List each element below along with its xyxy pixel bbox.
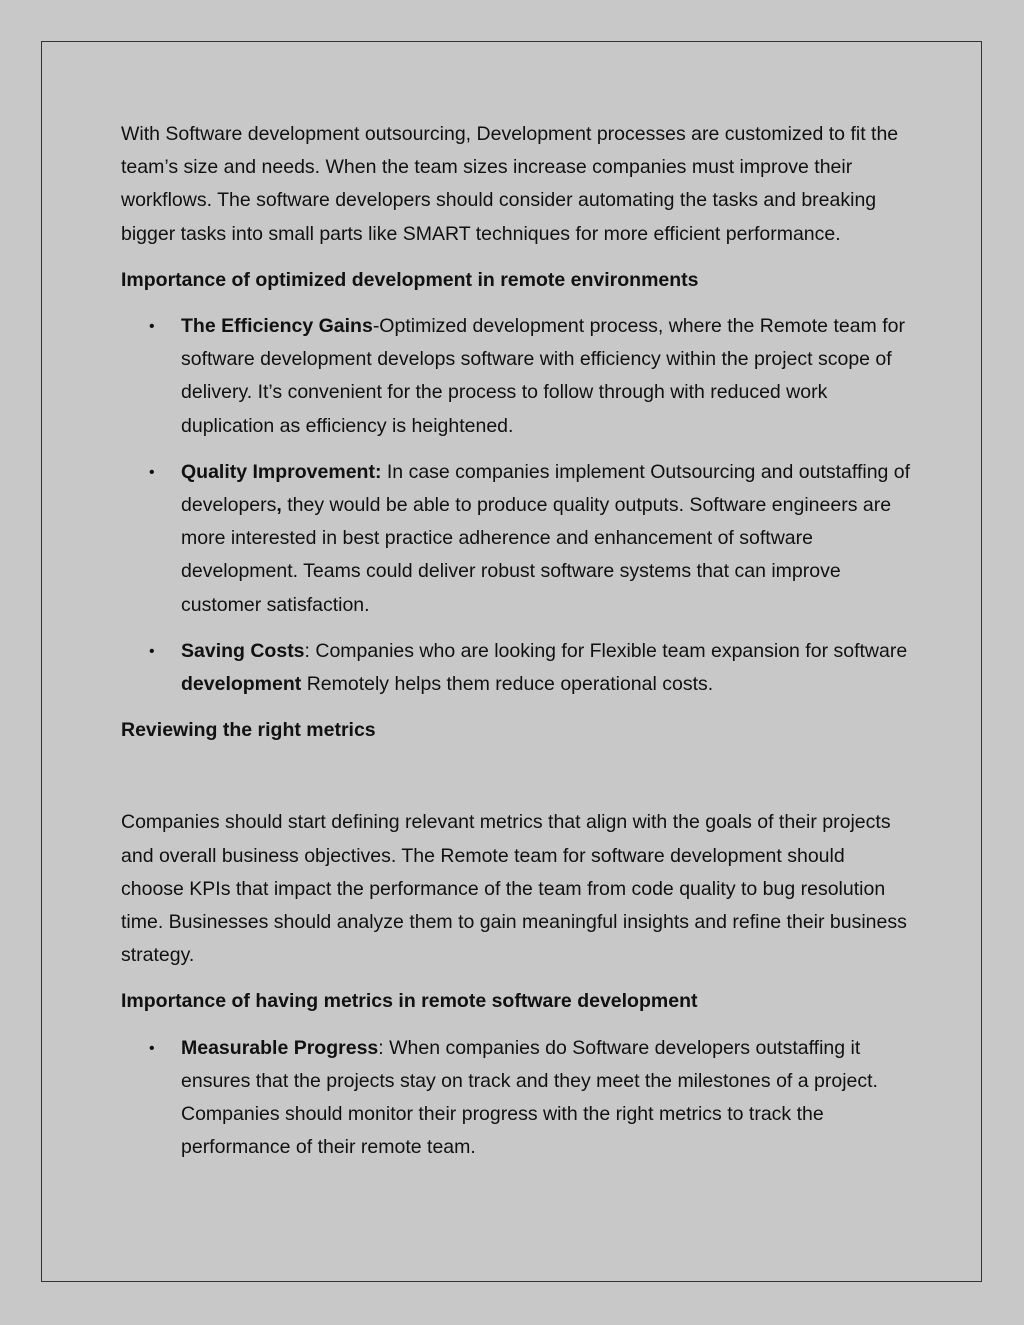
section-heading-metrics-importance: Importance of having metrics in remote software development	[121, 990, 698, 1013]
list-item-term: The Efficiency Gains	[181, 315, 373, 338]
list-item-term: Quality Improvement:	[181, 460, 382, 483]
list-item-text: : Companies who are looking for Flexible team expansion for software	[304, 639, 908, 662]
bullet-icon: •	[149, 318, 155, 336]
list-item-text: -Optimized development process, where the Remote team for software development develops software with efficiency within the project scope of delivery. It’s convenient for the process to follow through with reduced work duplication as efficiency is heightened.	[181, 315, 905, 437]
section-heading-optimized-development: Importance of optimized development in remote environments	[121, 268, 699, 291]
bullet-icon: •	[149, 1039, 155, 1057]
intro-paragraph: With Software development outsourcing, Development processes are customized to fit the team’s size and needs. When the team sizes increase companies must improve their workflows. The software developers should consider automating the tasks and breaking bigger tasks into small parts like SMART techniques for more efficient performance.	[121, 123, 899, 245]
metrics-paragraph: Companies should start defining relevant metrics that align with the goals of their projects and overall business objectives. The Remote team for software development should choose KPIs that impact the performance of the team from code quality to bug resolution time. Businesses should analyze them to gain meaningful insights and refine their business strategy.	[121, 811, 907, 967]
list-item-bold-comma: ,	[276, 494, 282, 517]
list-item-text: In case companies implement Outsourcing and outstaffing of developers	[181, 460, 911, 517]
list-item-term: Measurable Progress	[181, 1036, 379, 1059]
document-body	[121, 118, 911, 1177]
list-item-text-continued: they would be able to produce quality outputs. Software engineers are more interested in best practice adherence and enhancement of software development. Teams could deliver robust software systems that can improve customer satisfaction.	[181, 494, 892, 616]
list-item-bold-word: development	[181, 673, 302, 696]
metrics-importance-list	[121, 1032, 911, 1165]
list-item-saving-costs	[121, 635, 911, 701]
bullet-icon: •	[149, 463, 155, 481]
optimized-development-list	[121, 310, 911, 701]
list-item-text-continued: Remotely helps them reduce operational costs.	[301, 673, 714, 696]
list-item-text: : When companies do Software developers outstaffing it ensures that the projects stay on track and they meet the milestones of a project. Companies should monitor their progress with the right metrics to track the performance of their remote team.	[181, 1036, 878, 1159]
section-heading-reviewing-metrics: Reviewing the right metrics	[121, 719, 376, 742]
list-item-term: Saving Costs	[181, 639, 305, 662]
bullet-icon: •	[149, 642, 155, 660]
list-item-measurable-progress	[121, 1032, 911, 1165]
list-item-quality-improvement	[121, 456, 911, 622]
list-item-efficiency-gains	[121, 310, 911, 443]
blank-line	[121, 760, 911, 806]
